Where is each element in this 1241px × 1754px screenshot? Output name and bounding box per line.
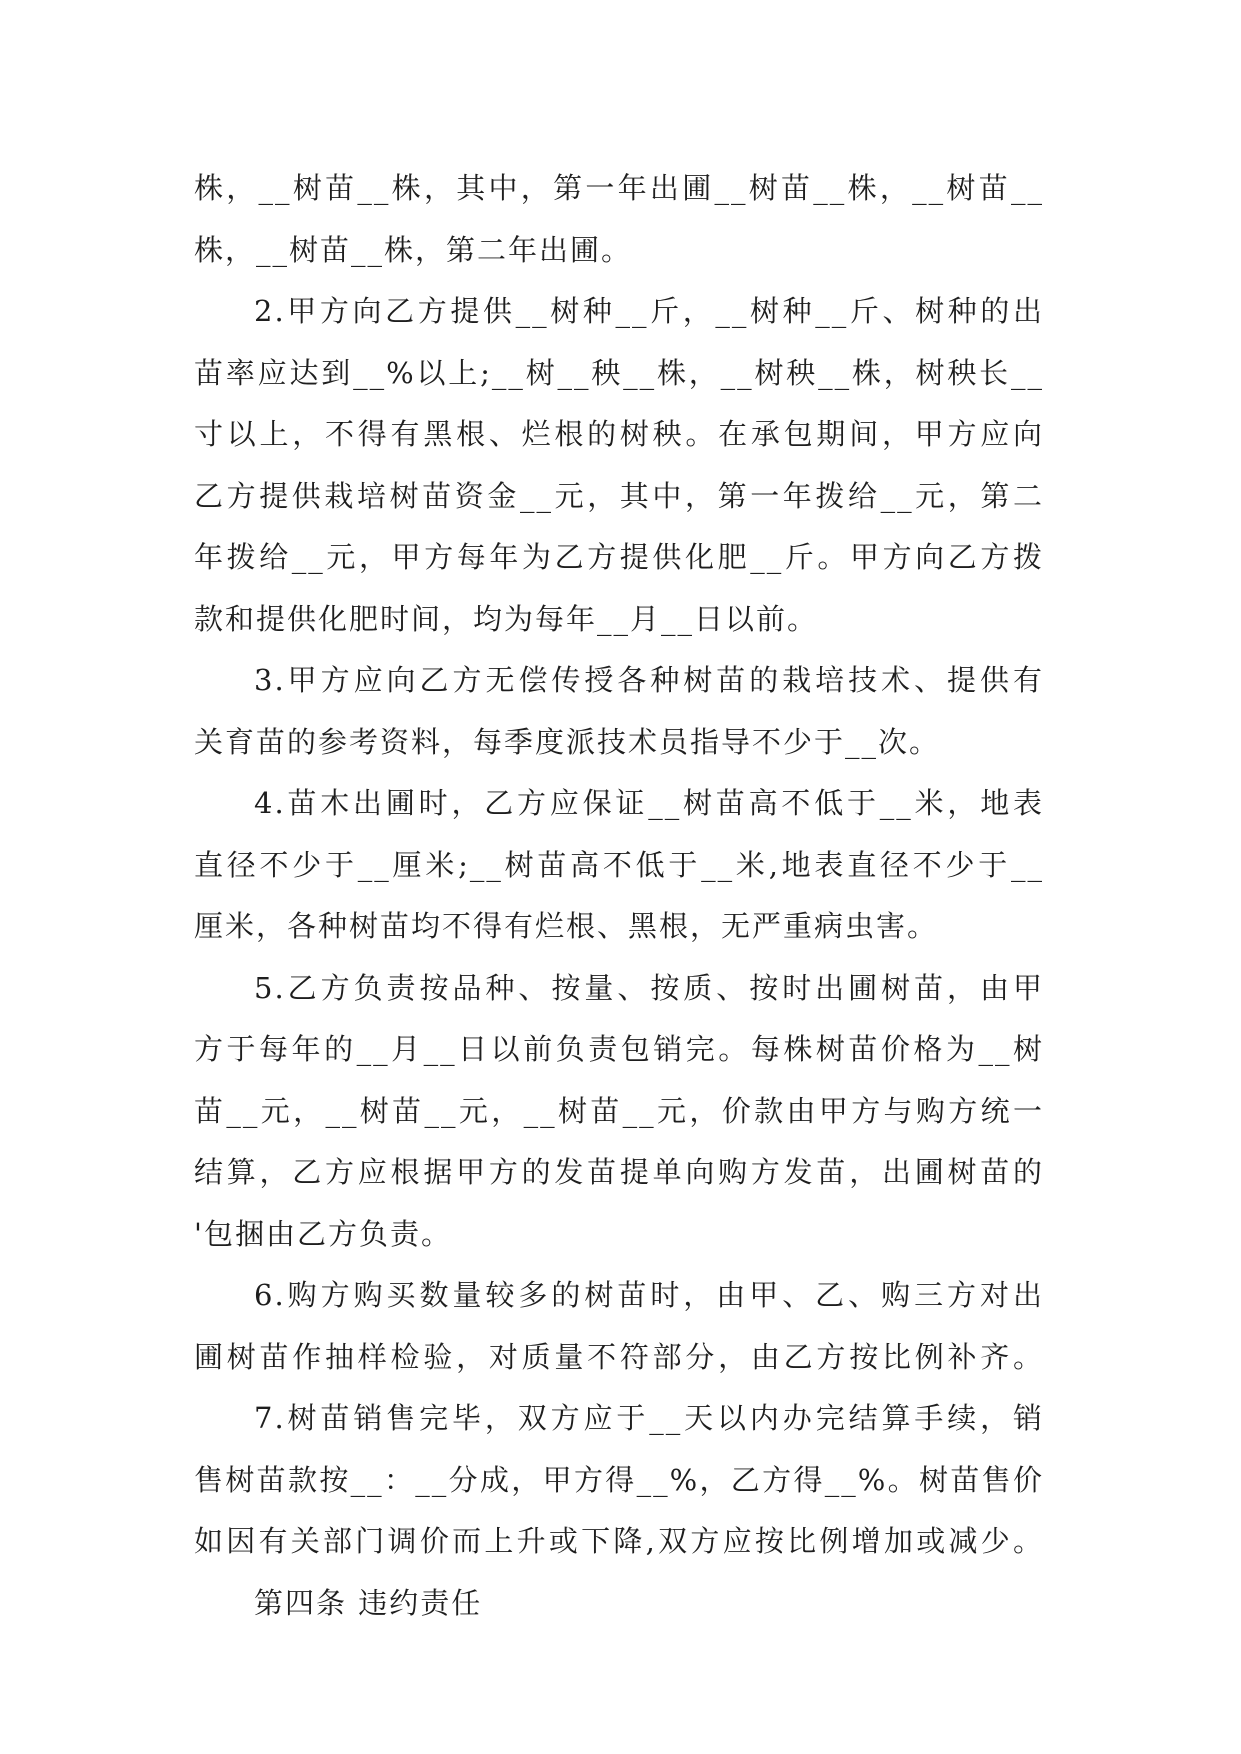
clause-2-line: 2.甲方向乙方提供__树种__斤，__树种__斤、树种的出	[254, 294, 1044, 328]
text-line: '包捆由乙方负责。	[194, 1216, 452, 1251]
clause-5-line: 5.乙方负责按品种、按量、按质、按时出圃树苗，由甲	[254, 970, 1044, 1005]
text-line: 厘米，各种树苗均不得有烂根、黑根，无严重病虫害。	[194, 909, 939, 943]
text-line: 株，__树苗__株，其中，第一年出圃__树苗__株，__树苗__	[194, 171, 1044, 205]
text-line: 株，__树苗__株，第二年出圃。	[194, 232, 633, 267]
clause-6-line: 6.购方购买数量较多的树苗时，由甲、乙、购三方对出	[254, 1278, 1044, 1312]
text-line: 直径不少于__厘米;__树苗高不低于__米,地表直径不少于__	[194, 847, 1044, 882]
text-line: 方于每年的__月__日以前负责包销完。每株树苗价格为__树	[194, 1032, 1044, 1066]
clause-7-line: 7.树苗销售完毕，双方应于__天以内办完结算手续，销	[254, 1401, 1044, 1435]
text-line: 如因有关部门调价而上升或下降,双方应按比例增加或减少。	[194, 1524, 1044, 1558]
text-line: 苗率应达到__%以上;__树__秧__株，__树秧__株，树秧长__	[194, 355, 1044, 390]
text-line: 乙方提供栽培树苗资金__元，其中，第一年拨给__元，第二	[194, 478, 1044, 513]
clause-4-line: 4.苗木出圃时，乙方应保证__树苗高不低于__米，地表	[254, 786, 1044, 820]
text-line: 寸以上，不得有黑根、烂根的树秧。在承包期间，甲方应向	[194, 417, 1044, 451]
text-line: 结算，乙方应根据甲方的发苗提单向购方发苗，出圃树苗的	[194, 1155, 1044, 1189]
text-line: 关育苗的参考资料，每季度派技术员指导不少于__次。	[194, 724, 941, 759]
text-line: 年拨给__元，甲方每年为乙方提供化肥__斤。甲方向乙方拨	[194, 540, 1044, 574]
text-line: 款和提供化肥时间，均为每年__月__日以前。	[194, 601, 819, 636]
section-heading-article-4: 第四条 违约责任	[254, 1585, 483, 1620]
text-line: 圃树苗作抽样检验，对质量不符部分，由乙方按比例补齐。	[194, 1339, 1044, 1374]
text-line: 售树苗款按__：__分成，甲方得__%，乙方得__%。树苗售价	[194, 1462, 1044, 1497]
document-body	[194, 158, 1044, 1634]
text-line: 苗__元，__树苗__元，__树苗__元，价款由甲方与购方统一	[194, 1093, 1044, 1128]
clause-3-line: 3.甲方应向乙方无偿传授各种树苗的栽培技术、提供有	[254, 663, 1044, 697]
